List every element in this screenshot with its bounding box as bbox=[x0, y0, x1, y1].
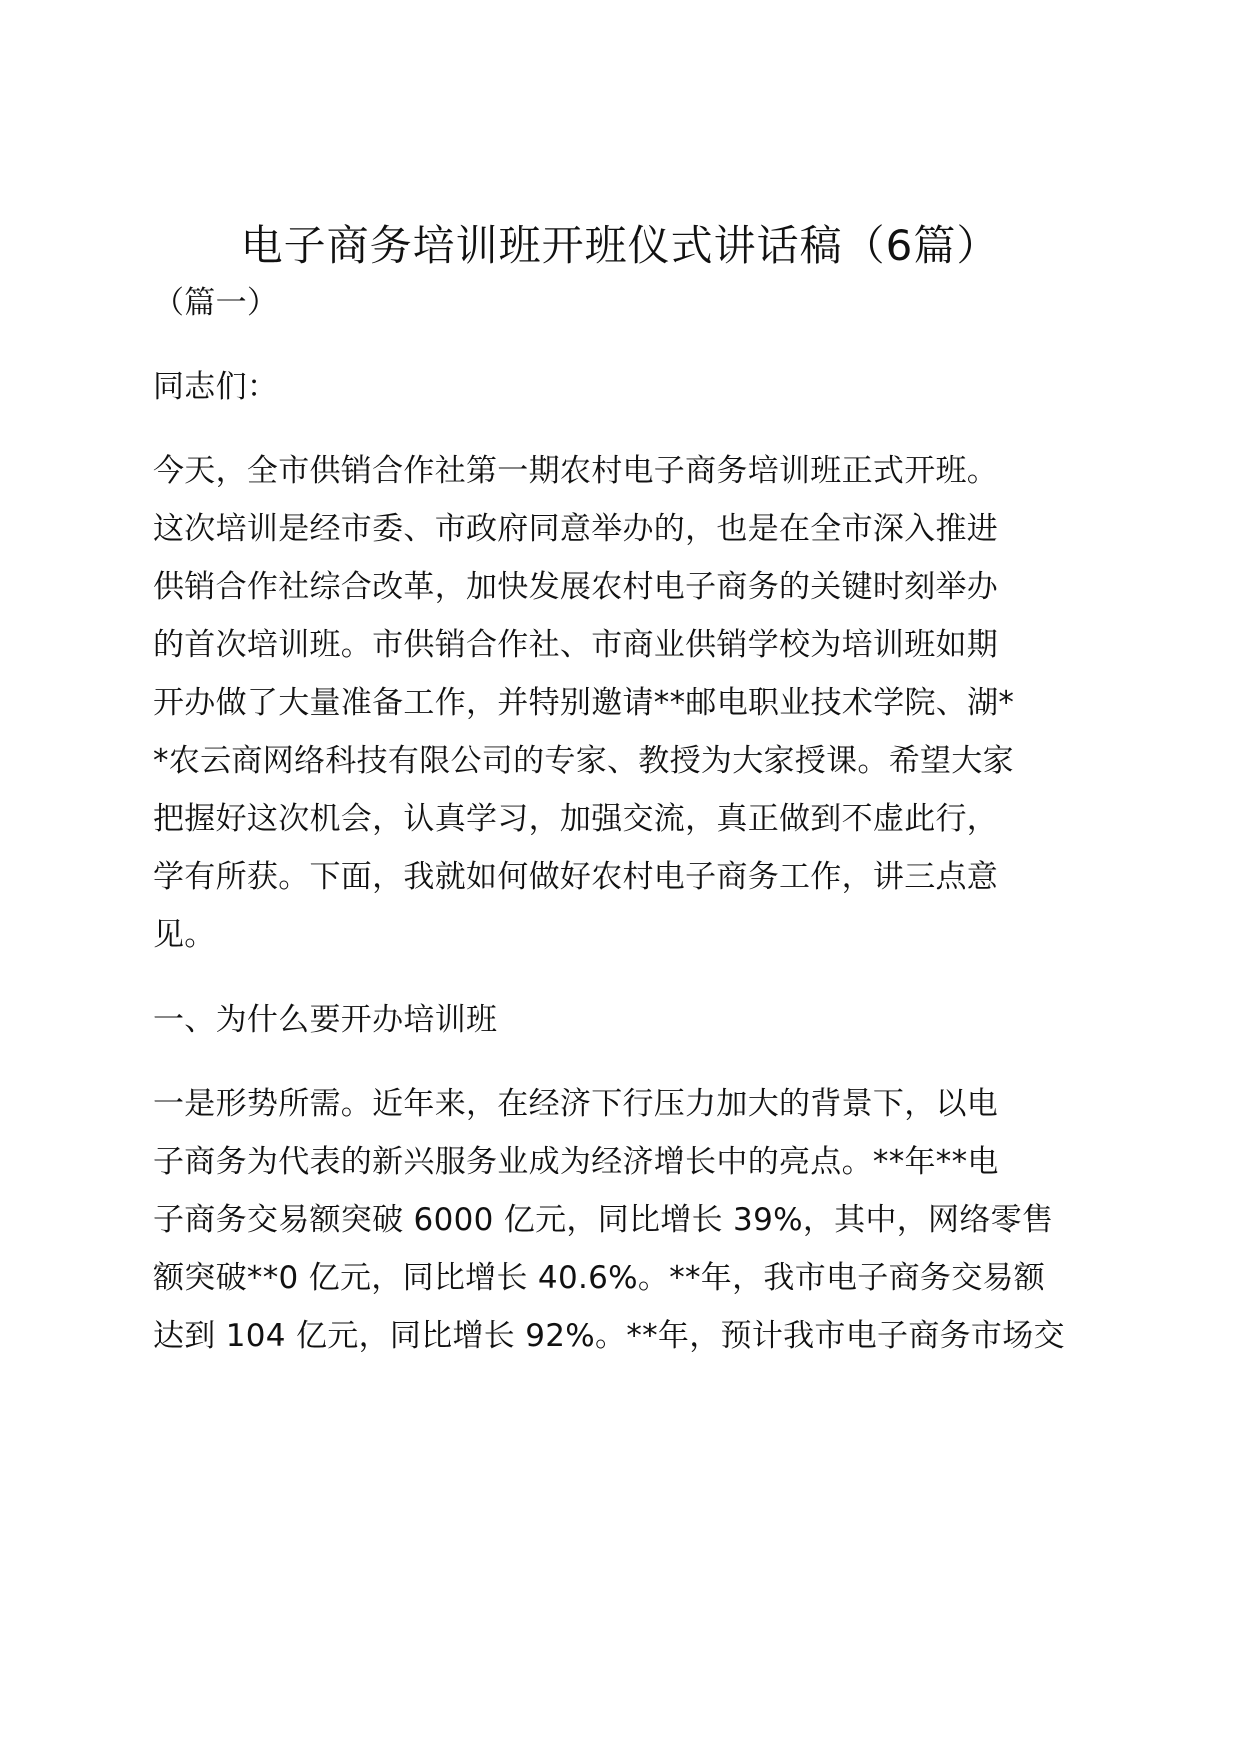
paragraph-line: 把握好这次机会，认真学习，加强交流，真正做到不虚此行， bbox=[153, 801, 999, 837]
paragraph-line: 供销合作社综合改革，加快发展农村电子商务的关键时刻举办 bbox=[153, 569, 999, 605]
paragraph-line: 今天，全市供销合作社第一期农村电子商务培训班正式开班。 bbox=[153, 453, 999, 489]
paragraph-line: 达到 104 亿元，同比增长 92%。**年，预计我市电子商务市场交 bbox=[153, 1318, 1065, 1354]
paragraph-line: 子商务为代表的新兴服务业成为经济增长中的亮点。**年**电 bbox=[153, 1144, 999, 1180]
salutation: 同志们： bbox=[153, 369, 279, 405]
paragraph-line: 开办做了大量准备工作，并特别邀请**邮电职业技术学院、湖* bbox=[153, 685, 1015, 721]
paragraph-line: 子商务交易额突破 6000 亿元，同比增长 39%，其中，网络零售 bbox=[153, 1202, 1054, 1238]
paragraph-line: *农云商网络科技有限公司的专家、教授为大家授课。希望大家 bbox=[153, 743, 1014, 779]
section-label: （篇一） bbox=[153, 285, 279, 321]
document-title: 电子商务培训班开班仪式讲话稿（6篇） bbox=[240, 221, 1000, 270]
paragraph-line: 额突破**0 亿元，同比增长 40.6%。**年，我市电子商务交易额 bbox=[153, 1260, 1046, 1296]
paragraph-line: 见。 bbox=[153, 917, 216, 953]
paragraph-line: 的首次培训班。市供销合作社、市商业供销学校为培训班如期 bbox=[153, 627, 999, 663]
paragraph-line: 这次培训是经市委、市政府同意举办的，也是在全市深入推进 bbox=[153, 511, 999, 547]
paragraph-line: 一是形势所需。近年来，在经济下行压力加大的背景下，以电 bbox=[153, 1086, 999, 1122]
paragraph-line: 学有所获。下面，我就如何做好农村电子商务工作，讲三点意 bbox=[153, 859, 999, 895]
section-heading: 一、为什么要开办培训班 bbox=[153, 1002, 498, 1038]
